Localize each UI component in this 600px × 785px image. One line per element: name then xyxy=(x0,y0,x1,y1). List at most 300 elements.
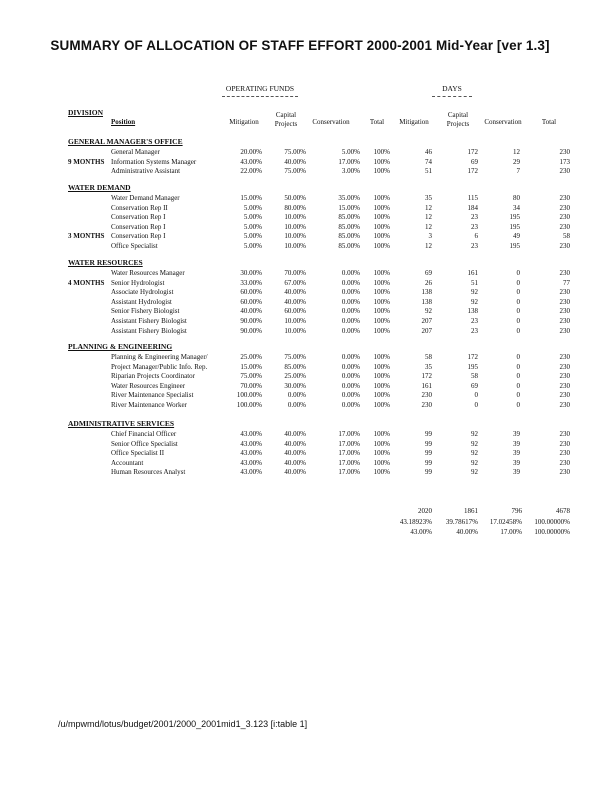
duration-note: 9 MONTHS xyxy=(68,157,105,166)
conservation-percent: 0.00% xyxy=(341,372,360,381)
duration-note: 3 MONTHS xyxy=(68,232,105,241)
conservation-days: 0 xyxy=(516,307,520,316)
total-percent: 100% xyxy=(373,232,390,241)
conservation-percent: 85.00% xyxy=(338,232,360,241)
capital-projects-days: 92 xyxy=(471,430,478,438)
total-header: Total xyxy=(369,118,385,126)
mitigation-days: 99 xyxy=(425,458,432,467)
position-name: Accountant xyxy=(111,458,144,467)
conservation-days: 0 xyxy=(516,391,520,400)
mitigation-percent: 90.00% xyxy=(240,317,262,325)
conservation-percent: 0.00% xyxy=(341,362,360,371)
operating-funds-underline xyxy=(222,96,298,97)
section-heading: WATER RESOURCES xyxy=(68,258,143,267)
mitigation-days: 58 xyxy=(425,353,432,361)
total-percent: 100% xyxy=(373,353,390,361)
capital-projects-percent: 10.00% xyxy=(284,242,306,250)
total-percent: 100% xyxy=(373,194,390,202)
summary-value: 17.02458% xyxy=(489,518,522,526)
position-name: Associate Hydrologist xyxy=(111,288,174,297)
capital-projects-percent: 10.00% xyxy=(284,317,306,325)
position-name: Conservation Rep I xyxy=(111,213,166,222)
total-percent: 100% xyxy=(373,148,390,156)
section-heading: GENERAL MANAGER'S OFFICE xyxy=(68,137,183,146)
position-name: Assistant Hydrologist xyxy=(111,297,172,306)
summary-percent-row xyxy=(0,517,600,527)
conservation-percent: 0.00% xyxy=(341,269,360,277)
total-percent: 100% xyxy=(373,381,390,390)
capital-projects-percent: 40.00% xyxy=(284,458,306,467)
conservation-days: 39 xyxy=(513,468,520,477)
position-name: Senior Office Specialist xyxy=(111,439,178,448)
mitigation-days: 99 xyxy=(425,468,432,477)
conservation-header: Conservation xyxy=(312,118,350,126)
conservation-percent: 0.00% xyxy=(341,317,360,325)
mitigation-days: 172 xyxy=(421,372,432,381)
position-name: River Maintenance Worker xyxy=(111,401,187,409)
conservation-days: 195 xyxy=(509,213,520,222)
table-row xyxy=(0,458,600,468)
total-percent: 100% xyxy=(373,167,390,176)
total-days: 77 xyxy=(563,278,570,287)
table-row xyxy=(0,448,600,458)
total-days: 230 xyxy=(559,458,570,467)
mitigation-percent: 5.00% xyxy=(243,242,262,250)
capital-projects-days: 138 xyxy=(467,307,478,316)
capital-projects-percent: 40.00% xyxy=(284,449,306,458)
capital-projects-percent: 40.00% xyxy=(284,439,306,448)
conservation-days: 29 xyxy=(513,157,520,166)
total-percent: 100% xyxy=(373,203,390,212)
capital-projects-percent: 0.00% xyxy=(287,391,306,400)
capital-projects-days: 23 xyxy=(471,317,478,325)
summary-value: 2020 xyxy=(418,507,432,515)
conservation-days: 39 xyxy=(513,458,520,467)
table-row xyxy=(0,157,600,167)
mitigation-days: 161 xyxy=(421,381,432,390)
capital-header-line1: Capital xyxy=(275,111,297,119)
mitigation-days: 230 xyxy=(421,391,432,400)
capital-projects-percent: 70.00% xyxy=(284,269,306,277)
total-percent: 100% xyxy=(373,439,390,448)
capital-projects-percent: 0.00% xyxy=(287,401,306,409)
capital-projects-days: 172 xyxy=(467,353,478,361)
position-name: Water Demand Manager xyxy=(111,194,180,202)
table-row xyxy=(0,297,600,307)
position-name: Conservation Rep I xyxy=(111,232,166,241)
capital-projects-days: 23 xyxy=(471,242,478,250)
total-percent: 100% xyxy=(373,157,390,166)
position-name: River Maintenance Specialist xyxy=(111,391,194,400)
mitigation-days: 138 xyxy=(421,297,432,306)
mitigation-percent: 15.00% xyxy=(240,194,262,202)
mitigation-percent: 60.00% xyxy=(240,297,262,306)
total-percent: 100% xyxy=(373,362,390,371)
days-conservation-header: Conservation xyxy=(484,118,522,126)
capital-projects-percent: 67.00% xyxy=(284,278,306,287)
mitigation-days: 230 xyxy=(421,401,432,409)
capital-projects-percent: 10.00% xyxy=(284,213,306,222)
table-row xyxy=(0,241,600,251)
total-days: 230 xyxy=(559,430,570,438)
conservation-percent: 17.00% xyxy=(338,430,360,438)
table-row xyxy=(0,400,600,410)
total-percent: 100% xyxy=(373,458,390,467)
conservation-days: 80 xyxy=(513,194,520,202)
mitigation-percent: 30.00% xyxy=(240,269,262,277)
position-name: Human Resources Analyst xyxy=(111,468,186,477)
capital-projects-days: 0 xyxy=(474,391,478,400)
file-path-footer: /u/mpwmd/lotus/budget/2001/2000_2001mid1_3.123 [i:table 1] xyxy=(58,719,308,729)
total-days: 230 xyxy=(559,213,570,222)
capital-projects-percent: 25.00% xyxy=(284,372,306,381)
table-row xyxy=(0,326,600,336)
conservation-percent: 35.00% xyxy=(338,194,360,202)
conservation-days: 7 xyxy=(516,167,520,176)
mitigation-percent: 75.00% xyxy=(240,372,262,381)
capital-projects-days: 172 xyxy=(467,148,478,156)
capital-projects-days: 172 xyxy=(467,167,478,176)
mitigation-days: 35 xyxy=(425,362,432,371)
summary-value: 43.18923% xyxy=(399,518,432,526)
mitigation-percent: 43.00% xyxy=(240,449,262,458)
days-mitigation-header: Mitigation xyxy=(399,118,429,126)
position-name: Water Resources Engineer xyxy=(111,381,186,390)
mitigation-days: 12 xyxy=(425,203,432,212)
capital-projects-percent: 10.00% xyxy=(284,222,306,231)
conservation-days: 0 xyxy=(516,353,520,361)
conservation-days: 0 xyxy=(516,278,520,287)
mitigation-days: 12 xyxy=(425,222,432,231)
capital-projects-percent: 40.00% xyxy=(284,430,306,438)
section-heading: ADMINISTRATIVE SERVICES xyxy=(68,419,175,428)
mitigation-header: Mitigation xyxy=(229,118,259,126)
mitigation-percent: 70.00% xyxy=(240,381,262,390)
capital-header-line2: Projects xyxy=(274,120,298,128)
days-heading xyxy=(432,84,472,97)
summary-rounded-row xyxy=(0,527,600,537)
position-name: Senior Fishery Biologist xyxy=(111,307,180,316)
table-row xyxy=(0,362,600,372)
total-days: 230 xyxy=(559,288,570,297)
capital-projects-days: 69 xyxy=(471,157,478,166)
total-days: 230 xyxy=(559,148,570,156)
capital-projects-percent: 75.00% xyxy=(284,167,306,176)
conservation-percent: 0.00% xyxy=(341,401,360,409)
conservation-days: 0 xyxy=(516,317,520,325)
conservation-days: 0 xyxy=(516,381,520,390)
position-name: Administrative Assistant xyxy=(111,167,181,176)
mitigation-days: 138 xyxy=(421,288,432,297)
conservation-percent: 0.00% xyxy=(341,391,360,400)
conservation-days: 0 xyxy=(516,362,520,371)
conservation-days: 195 xyxy=(509,242,520,250)
mitigation-percent: 5.00% xyxy=(243,213,262,222)
position-name: Information Systems Manager xyxy=(111,157,197,166)
capital-projects-days: 58 xyxy=(471,372,478,381)
conservation-days: 0 xyxy=(516,297,520,306)
operating-funds-label: OPERATING FUNDS xyxy=(225,84,295,93)
total-days: 230 xyxy=(559,269,570,277)
capital-projects-days: 184 xyxy=(467,203,478,212)
mitigation-percent: 43.00% xyxy=(240,157,262,166)
table-row xyxy=(0,352,600,362)
conservation-days: 39 xyxy=(513,449,520,458)
summary-value: 100.00000% xyxy=(534,518,570,526)
total-percent: 100% xyxy=(373,430,390,438)
days-total-header: Total xyxy=(541,118,557,126)
table-row xyxy=(0,439,600,449)
summary-value: 40.00% xyxy=(456,528,478,536)
mitigation-days: 207 xyxy=(421,317,432,325)
mitigation-days: 46 xyxy=(425,148,432,156)
capital-projects-days: 195 xyxy=(467,362,478,371)
capital-projects-days: 115 xyxy=(467,194,478,202)
operating-funds-heading xyxy=(222,84,298,97)
total-days: 230 xyxy=(559,222,570,231)
conservation-percent: 3.00% xyxy=(341,167,360,176)
total-days: 230 xyxy=(559,297,570,306)
capital-projects-days: 161 xyxy=(467,269,478,277)
position-name: Chief Financial Officer xyxy=(111,430,177,438)
position-name: Senior Hydrologist xyxy=(111,278,165,287)
conservation-percent: 17.00% xyxy=(338,458,360,467)
capital-projects-days: 23 xyxy=(471,326,478,335)
capital-projects-header xyxy=(266,111,306,129)
mitigation-percent: 5.00% xyxy=(243,222,262,231)
days-capital-header-line2: Projects xyxy=(446,120,470,128)
mitigation-percent: 43.00% xyxy=(240,458,262,467)
total-percent: 100% xyxy=(373,222,390,231)
summary-value: 4678 xyxy=(556,507,570,515)
table-row xyxy=(0,268,600,278)
mitigation-percent: 43.00% xyxy=(240,430,262,438)
position-name: Water Resources Manager xyxy=(111,269,185,277)
total-days: 230 xyxy=(559,242,570,250)
total-days: 230 xyxy=(559,391,570,400)
capital-projects-percent: 40.00% xyxy=(284,157,306,166)
total-percent: 100% xyxy=(373,391,390,400)
capital-projects-days: 92 xyxy=(471,297,478,306)
division-header: DIVISION xyxy=(68,108,104,117)
conservation-days: 34 xyxy=(513,203,520,212)
total-days: 230 xyxy=(559,439,570,448)
mitigation-days: 99 xyxy=(425,439,432,448)
section-heading: WATER DEMAND xyxy=(68,183,131,192)
conservation-days: 12 xyxy=(513,148,520,156)
capital-projects-percent: 80.00% xyxy=(284,203,306,212)
capital-projects-days: 92 xyxy=(471,439,478,448)
mitigation-days: 12 xyxy=(425,213,432,222)
total-days: 230 xyxy=(559,468,570,477)
days-capital-header-line1: Capital xyxy=(447,111,469,119)
table-row xyxy=(0,203,600,213)
mitigation-percent: 90.00% xyxy=(240,326,262,335)
total-percent: 100% xyxy=(373,278,390,287)
conservation-days: 195 xyxy=(509,222,520,231)
capital-projects-days: 0 xyxy=(474,401,478,409)
position-name: Assistant Fishery Biologist xyxy=(111,326,187,335)
duration-note: 4 MONTHS xyxy=(68,278,105,287)
total-days: 58 xyxy=(563,232,570,241)
mitigation-percent: 100.00% xyxy=(236,391,262,400)
total-percent: 100% xyxy=(373,297,390,306)
mitigation-days: 69 xyxy=(425,269,432,277)
table-row xyxy=(0,429,600,439)
table-row xyxy=(0,278,600,288)
mitigation-percent: 22.00% xyxy=(240,167,262,176)
mitigation-percent: 25.00% xyxy=(240,353,262,361)
capital-projects-percent: 85.00% xyxy=(284,362,306,371)
total-days: 230 xyxy=(559,401,570,409)
capital-projects-percent: 60.00% xyxy=(284,307,306,316)
mitigation-days: 35 xyxy=(425,194,432,202)
capital-projects-days: 92 xyxy=(471,468,478,477)
conservation-percent: 85.00% xyxy=(338,213,360,222)
total-percent: 100% xyxy=(373,307,390,316)
days-capital-projects-header xyxy=(438,111,478,129)
capital-projects-percent: 40.00% xyxy=(284,297,306,306)
conservation-percent: 0.00% xyxy=(341,297,360,306)
summary-value: 1861 xyxy=(464,507,478,515)
mitigation-percent: 43.00% xyxy=(240,439,262,448)
mitigation-days: 12 xyxy=(425,242,432,250)
total-percent: 100% xyxy=(373,269,390,277)
mitigation-days: 74 xyxy=(425,157,432,166)
total-days: 230 xyxy=(559,353,570,361)
conservation-percent: 0.00% xyxy=(341,353,360,361)
table-row xyxy=(0,287,600,297)
mitigation-percent: 15.00% xyxy=(240,362,262,371)
total-days: 230 xyxy=(559,372,570,381)
position-name: General Manager xyxy=(111,148,160,156)
summary-days-row xyxy=(0,506,600,516)
summary-value: 17.00% xyxy=(500,528,522,536)
summary-value: 39.78617% xyxy=(445,518,478,526)
capital-projects-days: 92 xyxy=(471,458,478,467)
table-row xyxy=(0,316,600,326)
conservation-days: 0 xyxy=(516,401,520,409)
capital-projects-days: 23 xyxy=(471,222,478,231)
total-days: 230 xyxy=(559,167,570,176)
mitigation-days: 26 xyxy=(425,278,432,287)
total-days: 230 xyxy=(559,194,570,202)
position-name: Conservation Rep II xyxy=(111,203,168,212)
total-percent: 100% xyxy=(373,288,390,297)
capital-projects-percent: 75.00% xyxy=(284,148,306,156)
mitigation-percent: 40.00% xyxy=(240,307,262,316)
capital-projects-days: 23 xyxy=(471,213,478,222)
position-name: Project Manager/Public Info. Rep. xyxy=(111,362,208,371)
capital-projects-percent: 10.00% xyxy=(284,232,306,241)
summary-value: 796 xyxy=(511,507,522,515)
conservation-percent: 15.00% xyxy=(338,203,360,212)
capital-projects-percent: 40.00% xyxy=(284,468,306,477)
conservation-days: 49 xyxy=(513,232,520,241)
position-name: Assistant Fishery Biologist xyxy=(111,317,187,325)
position-name: Office Specialist xyxy=(111,242,158,250)
page-title: SUMMARY OF ALLOCATION OF STAFF EFFORT 2000-2001 Mid-Year [ver 1.3] xyxy=(50,38,550,53)
conservation-percent: 0.00% xyxy=(341,381,360,390)
mitigation-percent: 100.00% xyxy=(236,401,262,409)
capital-projects-percent: 30.00% xyxy=(284,381,306,390)
mitigation-days: 99 xyxy=(425,449,432,458)
table-row xyxy=(0,147,600,157)
total-days: 230 xyxy=(559,381,570,390)
conservation-percent: 17.00% xyxy=(338,449,360,458)
conservation-percent: 17.00% xyxy=(338,468,360,477)
days-underline xyxy=(432,96,472,97)
mitigation-percent: 33.00% xyxy=(240,278,262,287)
conservation-percent: 85.00% xyxy=(338,242,360,250)
capital-projects-percent: 40.00% xyxy=(284,288,306,297)
conservation-percent: 0.00% xyxy=(341,288,360,297)
mitigation-days: 3 xyxy=(428,232,432,241)
conservation-percent: 5.00% xyxy=(341,148,360,156)
total-percent: 100% xyxy=(373,326,390,335)
conservation-days: 39 xyxy=(513,430,520,438)
capital-projects-percent: 50.00% xyxy=(284,194,306,202)
conservation-percent: 17.00% xyxy=(338,439,360,448)
position-name: Riparian Projects Coordinator xyxy=(111,372,195,381)
conservation-days: 0 xyxy=(516,288,520,297)
conservation-percent: 0.00% xyxy=(341,278,360,287)
table-row xyxy=(0,231,600,241)
total-days: 230 xyxy=(559,449,570,458)
mitigation-percent: 5.00% xyxy=(243,203,262,212)
total-percent: 100% xyxy=(373,242,390,250)
conservation-percent: 17.00% xyxy=(338,157,360,166)
total-days: 230 xyxy=(559,307,570,316)
summary-value: 43.00% xyxy=(410,528,432,536)
capital-projects-days: 92 xyxy=(471,288,478,297)
total-days: 230 xyxy=(559,326,570,335)
table-row xyxy=(0,390,600,400)
table-row xyxy=(0,166,600,176)
capital-projects-days: 92 xyxy=(471,449,478,458)
total-days: 173 xyxy=(559,157,570,166)
conservation-days: 0 xyxy=(516,326,520,335)
capital-projects-percent: 75.00% xyxy=(284,353,306,361)
capital-projects-days: 51 xyxy=(471,278,478,287)
total-percent: 100% xyxy=(373,317,390,325)
total-percent: 100% xyxy=(373,213,390,222)
table-row xyxy=(0,193,600,203)
position-name: Conservation Rep I xyxy=(111,222,166,231)
total-percent: 100% xyxy=(373,372,390,381)
faded-marks xyxy=(410,86,412,94)
total-percent: 100% xyxy=(373,468,390,477)
table-row xyxy=(0,212,600,222)
mitigation-percent: 43.00% xyxy=(240,468,262,477)
total-percent: 100% xyxy=(373,401,390,409)
table-row xyxy=(0,371,600,381)
mitigation-percent: 20.00% xyxy=(240,148,262,156)
total-percent: 100% xyxy=(373,449,390,458)
table-row xyxy=(0,467,600,477)
mitigation-days: 51 xyxy=(425,167,432,176)
summary-value: 100.00000% xyxy=(534,528,570,536)
conservation-percent: 0.00% xyxy=(341,307,360,316)
mitigation-days: 207 xyxy=(421,326,432,335)
days-label: DAYS xyxy=(442,84,462,93)
capital-projects-days: 69 xyxy=(471,381,478,390)
total-days: 230 xyxy=(559,317,570,325)
section-heading: PLANNING & ENGINEERING xyxy=(68,342,173,351)
table-row xyxy=(0,306,600,316)
mitigation-days: 92 xyxy=(425,307,432,316)
position-header: Position xyxy=(111,118,136,126)
